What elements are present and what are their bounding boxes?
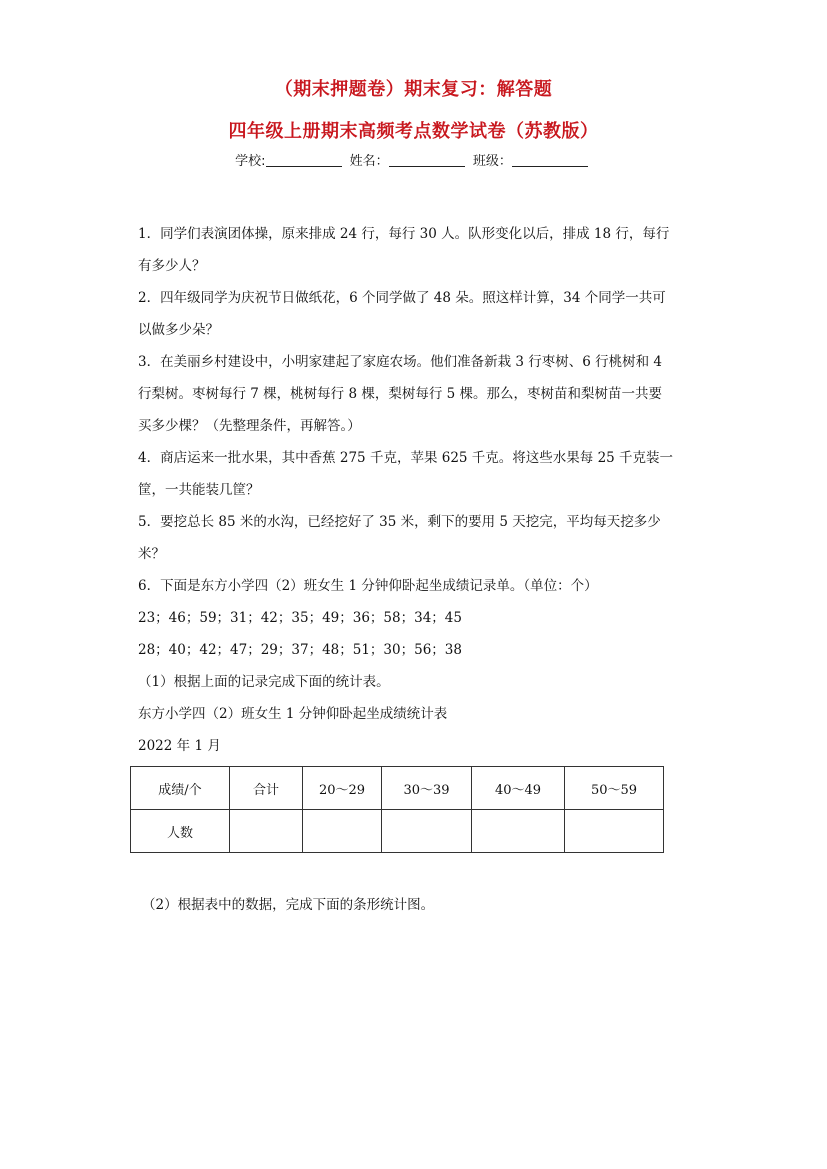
question-5-line1: 5．要挖总长 85 米的水沟，已经挖好了 35 米，剩下的要用 5 天挖完，平均每天挖多少 bbox=[138, 514, 661, 530]
table-header-row bbox=[131, 767, 664, 810]
question-2-line2: 以做多少朵？ bbox=[138, 322, 219, 338]
school-blank[interactable] bbox=[266, 152, 342, 167]
question-3-line3: 买多少棵？（先整理条件，再解答。） bbox=[138, 418, 361, 434]
header-cell: 40～49 bbox=[472, 767, 565, 810]
question-4-line2: 筐，一共能装几筐？ bbox=[138, 482, 260, 498]
table-date: 2022 年 1 月 bbox=[138, 738, 221, 754]
answer-cell-50-59[interactable] bbox=[565, 810, 664, 853]
sub-question-2: （2）根据表中的数据，完成下面的条形统计图。 bbox=[142, 897, 435, 913]
question-1-line1: 1．同学们表演团体操，原来排成 24 行，每行 30 人。队形变化以后，排成 18 行，每行 bbox=[138, 226, 670, 242]
class-label: 班级： bbox=[472, 154, 512, 169]
question-6: 6．下面是东方小学四（2）班女生 1 分钟仰卧起坐成绩记录单。（单位：个） bbox=[138, 578, 598, 594]
question-4-line1: 4．商店运来一批水果，其中香蕉 275 千克，苹果 625 千克。将这些水果每 25 千克装一 bbox=[138, 450, 674, 466]
class-blank[interactable] bbox=[512, 152, 588, 167]
answer-cell-20-29[interactable] bbox=[303, 810, 382, 853]
school-label: 学校: bbox=[235, 154, 266, 169]
name-label: 姓名： bbox=[349, 154, 389, 169]
data-row-2: 28；40；42；47；29；37；48；51；30；56；38 bbox=[138, 642, 462, 658]
header-cell: 合计 bbox=[230, 767, 303, 810]
sub-question-1: （1）根据上面的记录完成下面的统计表。 bbox=[138, 674, 390, 690]
table-caption: 东方小学四（2）班女生 1 分钟仰卧起坐成绩统计表 bbox=[138, 706, 448, 722]
exam-title-line2: 四年级上册期末高频考点数学试卷（苏教版） bbox=[228, 121, 599, 142]
student-info-line bbox=[0, 150, 827, 169]
exam-title-line1: （期末押题卷）期末复习：解答题 bbox=[274, 79, 553, 100]
question-3-line1: 3．在美丽乡村建设中，小明家建起了家庭农场。他们准备新栽 3 行枣树、6 行桃树和 4 bbox=[138, 354, 663, 370]
stats-table bbox=[130, 766, 664, 853]
table-row bbox=[131, 810, 664, 853]
header-cell: 30～39 bbox=[382, 767, 472, 810]
header-cell: 50～59 bbox=[565, 767, 664, 810]
answer-cell-30-39[interactable] bbox=[382, 810, 472, 853]
question-2-line1: 2．四年级同学为庆祝节日做纸花，6 个同学做了 48 朵。照这样计算，34 个同学一共可 bbox=[138, 290, 666, 306]
question-1-line2: 有多少人？ bbox=[138, 258, 206, 274]
header-cell: 20～29 bbox=[303, 767, 382, 810]
data-row-1: 23；46；59；31；42；35；49；36；58；34；45 bbox=[138, 610, 462, 626]
question-5-line2: 米？ bbox=[138, 546, 165, 562]
answer-cell-40-49[interactable] bbox=[472, 810, 565, 853]
answer-cell-total[interactable] bbox=[230, 810, 303, 853]
question-3-line2: 行梨树。枣树每行 7 棵，桃树每行 8 棵，梨树每行 5 棵。那么，枣树苗和梨树苗一共要 bbox=[138, 386, 663, 402]
row-label-cell: 人数 bbox=[131, 810, 230, 853]
header-cell: 成绩/个 bbox=[131, 767, 230, 810]
question-list bbox=[138, 218, 694, 762]
name-blank[interactable] bbox=[389, 152, 465, 167]
